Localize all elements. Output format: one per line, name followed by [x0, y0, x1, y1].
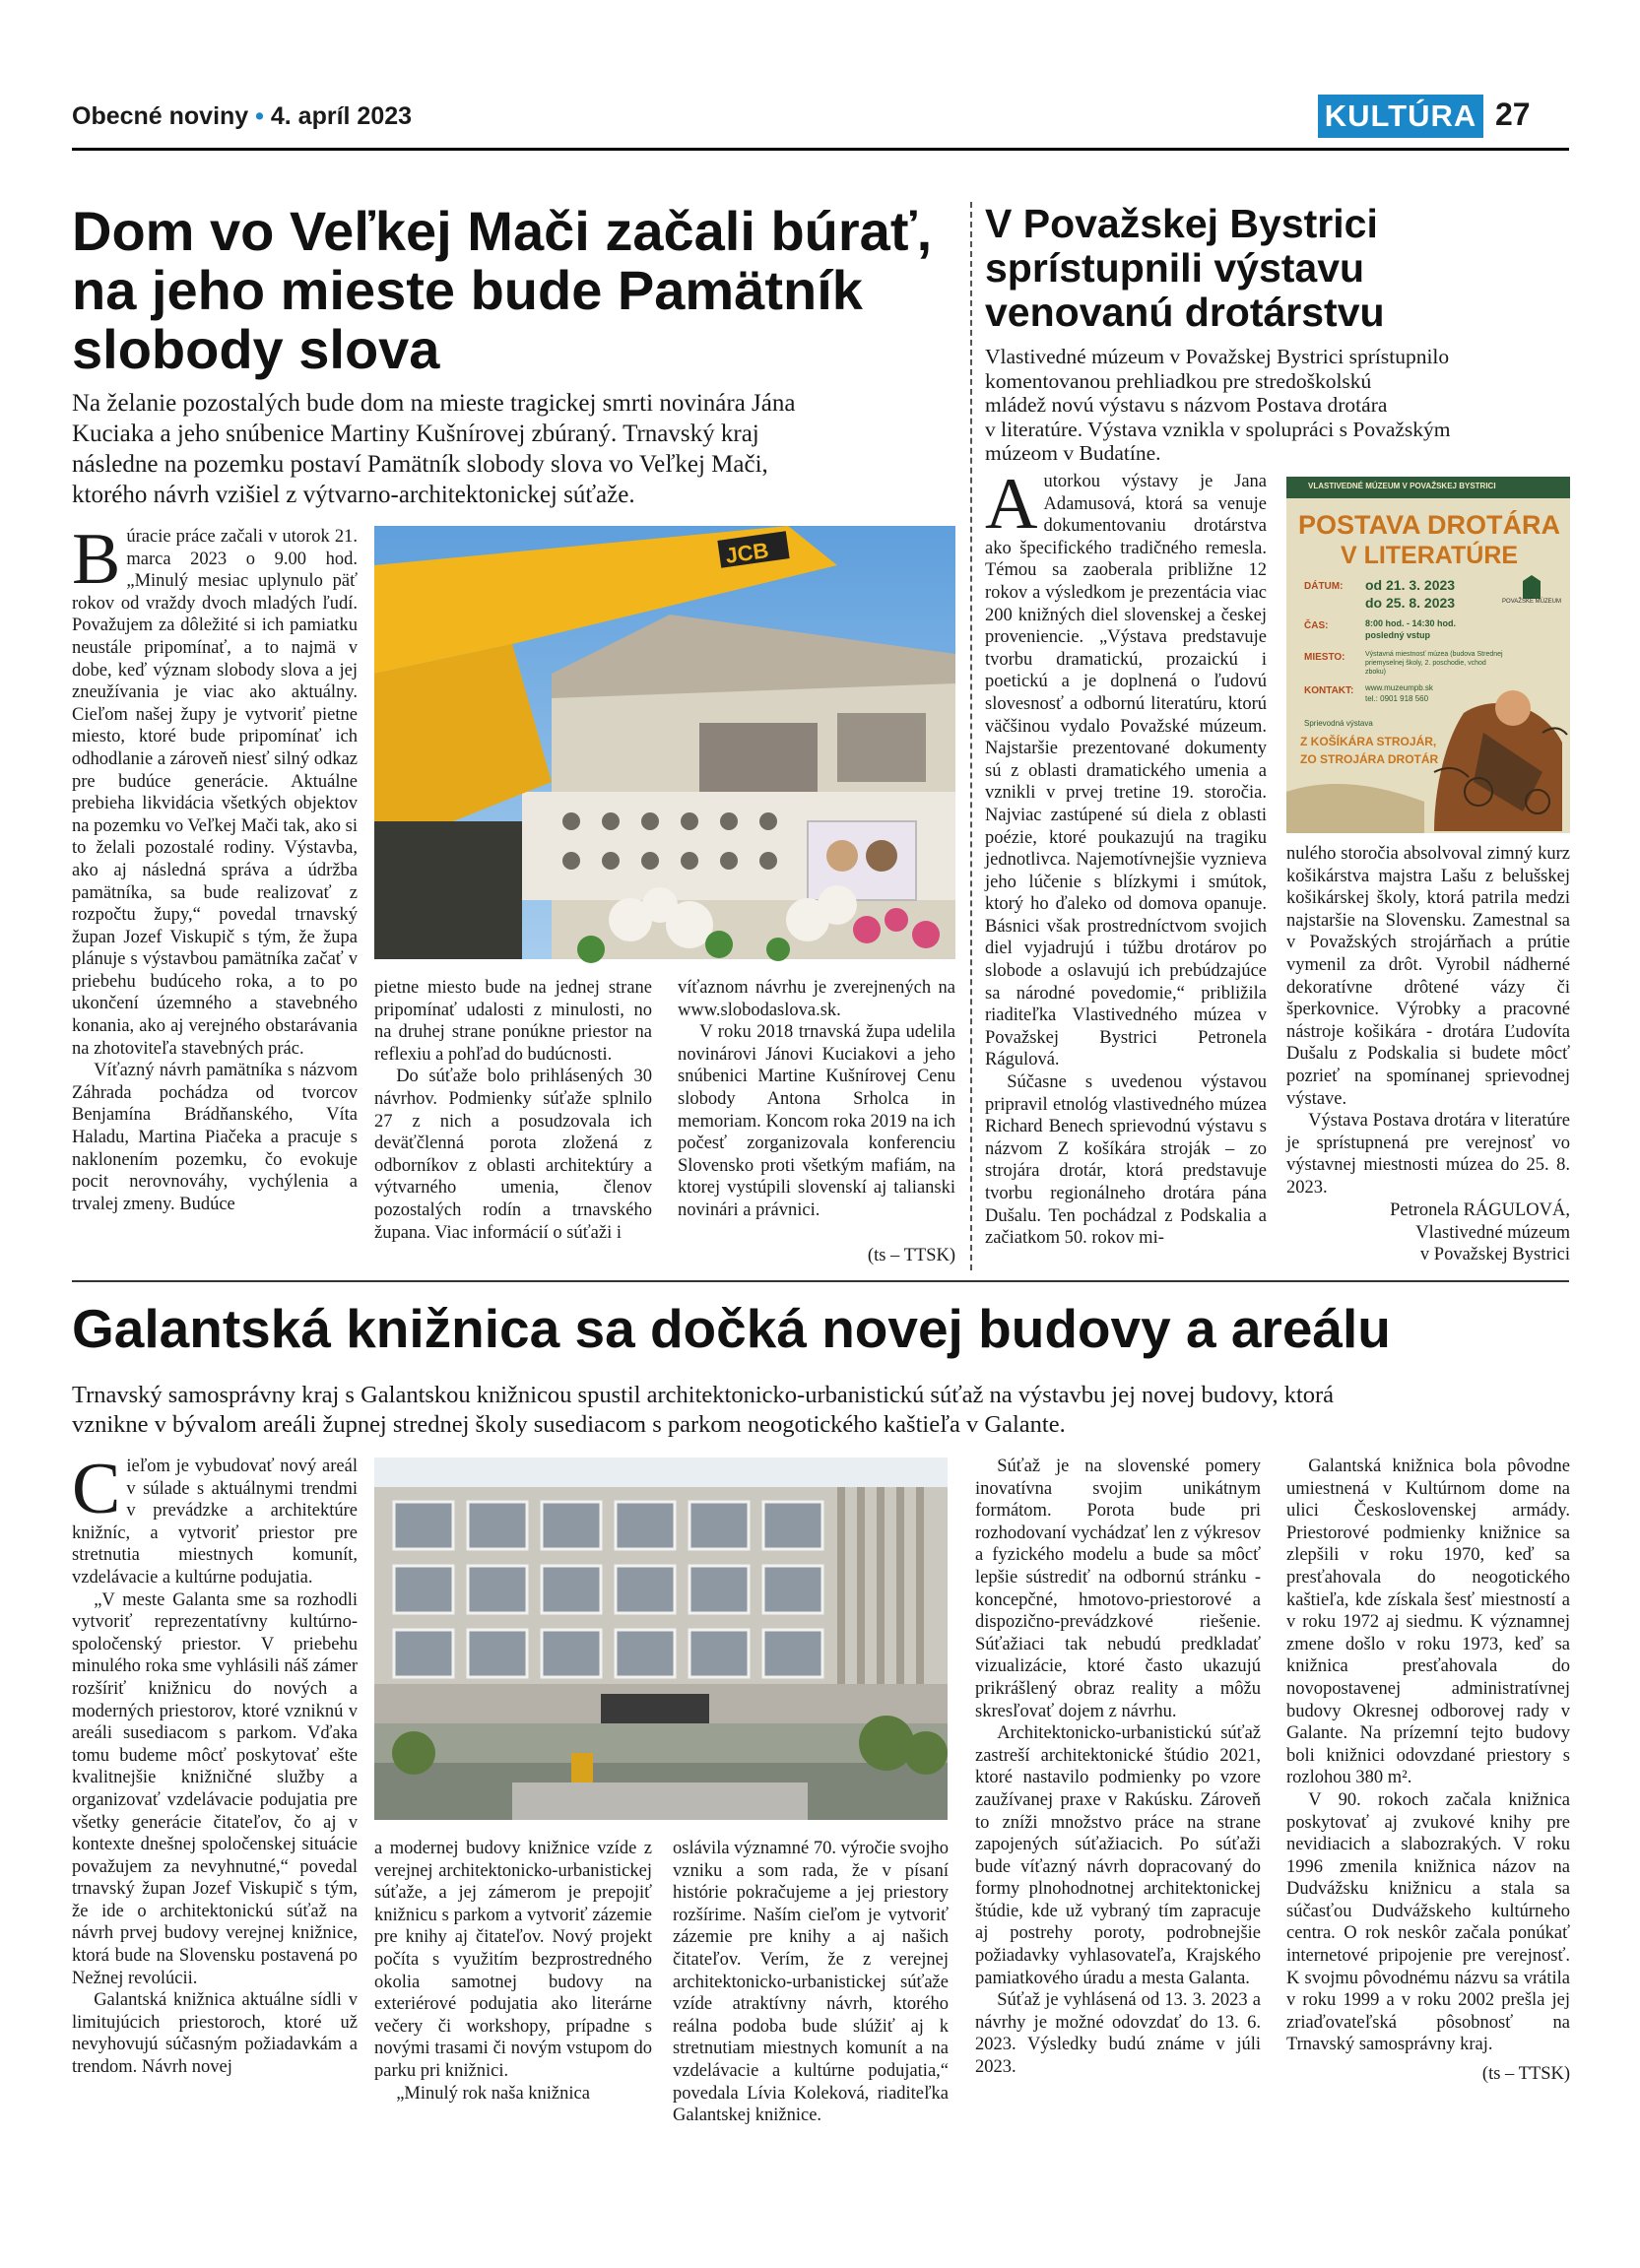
dropcap: C [72, 1449, 121, 1529]
dropcap: B [72, 519, 121, 600]
article3-column-1: Cieľom je vybudovať nový areál v súlade s aktuálnymi trendmi v prevádzke a architektúre knižníc, a vytvoriť priestor pre stretnutia miestnych komunít, vzdelávacie a kultúrne podujatia. „V meste Galanta sme sa rozhodli vytvoriť reprezentatívny kultúrno-spoločenský priestor. V priebehu minulého roka sme vyhlásili náš zámer rozšíriť knižnicu do nových a moderných priestorov, ktoré vzniknú v areáli susediacom s parkom. Vďaka tomu budeme môcť poskytovať ešte kvalitnejšie knižničné služby a organizovať vzdelávacie podujatia pre všetky generácie čitateľov, čo aj v kontexte dnešnej spoločenskej situácie považujem za nevyhnutné,“ povedal trnavský župan Jozef Viskupič s tým, že ide o architektonickú súťaž na návrh prvej budovy verejnej knižnice, ktorá bude na Slovensku postavená po Nežnej revolúcii. Galantská knižnica aktuálne sídli v limitujúcich priestoroch, ktoré už nevyhovujú súčasným požiadavkám a trendom. Návrh novej [72, 1449, 358, 2078]
poster-museum: VLASTIVEDNÉ MÚZEUM V POVAŽSKEJ BYSTRICI [1308, 482, 1496, 490]
section-divider [72, 1280, 1569, 1282]
demolition-photo [374, 526, 955, 959]
header-separator: • [255, 102, 264, 130]
exhibition-poster: VLASTIVEDNÉ MÚZEUM V POVAŽSKEJ BYSTRICI POSTAVA DROTÁRA V LITERATÚRE DÁTUM: od 21. 3. 2023 do 25. 8. 2023 POVAŽSKÉ MÚZEUM ČAS: 8:00 hod. - 14:30 hod. posledný vstup MIESTO: Výstavná miestnosť múzea (budova Strednej priemyselnej školy, 2. poschodie, vchod zboku) KONTAKT: www.muzeumpb.sk tel.: 0901 918 560 Sprievodná výstava Z KOŠÍKÁRA STROJÁR, ZO STROJÁRA DROTÁR [1286, 477, 1570, 833]
issue-date: 4. apríl 2023 [270, 102, 413, 130]
dropcap: A [985, 464, 1038, 545]
article2-column-1: Autorkou výstavy je Jana Adamusová, ktorá sa venuje dokumentovaniu drotárstva ako špecifického tradičného remesla. Témou sa zaoberala približne 12 rokov a výsledkom je prezentácia viac 200 knižných diel slovenskej a českej proveniencie. „Výstava predstavuje tvorbu dramatickú, prozaickú i poetickú a je doplnená o ľudovú slovesnosť a odbornú literatúru, ktorú väčšinou vydalo Považské múzeum. Najstaršie prezentované dokumenty sú z oblasti dramatického umenia a vznikli v prvej tretine 19. storočia. Najviac zastúpené sú diela z oblasti poézie, ktoré poukazujú na tragiku jednotlivca. Najemotívnejšie vyznieva jeho lúčenie s blízkymi i smútok, ktorý ho ďaleko od domova opanuje. Básnici však prostredníctvom svojich diel vyjadrujú i túžbu drotárov po slobode a oslavujú ich prebúdzajúce sa národné povedomie,“ približila riaditeľka Vlastivedného múzea v Považskej Bystrici Petronela Rágulová. Súčasne s uvedenou výstavou pripravil etnológ vlastivedného múzea Richard Benech sprievodnú výstavu s názvom Z košíkára stroják – zo strojára drotár, ktorá predstavuje tvorbu regionálneho drotára pána Dušalu. Ten pochádzal z Podskalia a začiatkom 50. rokov mi- [985, 464, 1267, 1249]
library-building-photo [374, 1458, 948, 1820]
article2-column-2: nulého storočia absolvoval zimný kurz košikárstva majstra Lašu z belušskej košikárskej školy, ktorá patrila medzi najstaršie na Slovensku. Zamestnal sa v Považských strojárňach a prútie vymenil za drôt. Vyrobil nádherné dekoratívne drôtené vázy či šperkovnice. Výrobky a pracovné nástroje košikára - drotára Ľudovíta Dušalu z Podskalia si budete môcť pozrieť na spomínanej sprievodnej výstave. Výstava Postava drotára v literatúre je sprístupnená pre verejnosť vo výstavnej miestnosti múzea do 25. 8. 2023. [1286, 844, 1570, 1198]
svg-text:JCB: JCB [723, 538, 770, 568]
article3-column-4: Súťaž je na slovenské pomery inovatívna svojim unikátnym formátom. Porota bude pri rozhodovaní vychádzať len z výkresov a fyzického modelu a bude sa môcť lepšie sústrediť na odbornú stránku - koncepčné, hmotovo-priestorové a dispozično-prevádzkové riešenie. Súťažiaci tak nebudú predkladať vizualizácie, ktoré často ukazujú prikrášlený obraz reality a môžu skresľovať dojem z návrhu. Architektonicko-urbanistickú súťaž zastreší architektonické štúdio 2021, ktoré nastavilo podmienky po vzore zaužívanej praxe v Rakúsku. Zároveň to zníži množstvo práce na strane zapojených súťažiacich. Po súťaži bude víťazný návrh dopracovaný do formy plnohodnotnej architektonickej štúdie, kde už vybraný tím zapracuje aj postrehy poroty, podrobnejšie požiadavky vyhlasovateľa, Krajského pamiatkového úradu a mesta Galanta. Súťaž je vyhlásená od 13. 3. 2023 a návrhy je možné odovzdať do 13. 6. 2023. Výsledky budú známe v júli 2023. [975, 1457, 1261, 2078]
article1-title: Dom vo Veľkej Mači začali búrať, na jeho mieste bude Pamätník slobody slova [72, 200, 933, 380]
article1-lead: Na želanie pozostalých bude dom na mieste tragickej smrti novinára Jána Kuciaka a jeho snúbenice Martiny Kušnírovej zbúraný. Trnavský kraj následne na pozemku postaví Pamätník slobody slova vo Veľkej Mači, ktorého návrh vzišiel z výtvarno-architektonickej súťaže. [72, 390, 796, 508]
running-header [72, 102, 412, 131]
poster-title-1: POSTAVA DROTÁRA [1298, 510, 1560, 540]
article3-column-2: a modernej budovy knižnice vzíde z verejnej architektonicko-urbanistickej súťaže, a jej zámerom je prepojiť knižnicu s parkom a vytvoriť zázemie pre knihy aj čitateľov. Nový projekt počíta s využitím bezprostredného okolia samotnej budovy na exteriérové podujatia ako literárne večery či workshopy, prípadne s novými trasami či novým vstupom do parku pri knižnici. „Minulý rok naša knižnica [374, 1839, 652, 2104]
poster-title-2: V LITERATÚRE [1340, 542, 1519, 569]
column-divider [970, 202, 972, 1270]
poster-illustration [1286, 477, 1570, 838]
section-label: KULTÚRA [1318, 95, 1483, 138]
article2-signature: Petronela RÁGULOVÁ, Vlastivedné múzeum v Považskej Bystrici [1390, 1200, 1570, 1265]
article1-column-1: Búracie práce začali v utorok 21. marca 2023 o 9.00 hod. „Minulý mesiac uplynulo päť rokov od vraždy dvoch mladých ľudí. Považujem za dôležité si ich pamiatku neustále pripomínať, a to najmä v dobe, keď význam slobody slova a jej zneužívania je viac ako aktuálny. Cieľom našej župy je vytvoriť pietne miesto, ktoré bude pripomínať ich odhodlanie a zároveň niesť silný odkaz pre budúce generácie. Aktuálne prebieha likvidácia všetkých objektov na pozemku vo Veľkej Mači tak, ako si to želali pozostalé rodiny. Výstavba, ako aj následná správa a údržba pamätníka, sa bude realizovať z rozpočtu župy,“ povedal trnavský župan Jozef Viskupič s tým, že župa plánuje s výstavbou pamätníka začať v priebehu budúceho roka, a to po ukončení územného a stavebného konania, ako aj verejného obstarávania na zhotoviteľa stavebných prác. Víťazný návrh pamätníka s názvom Záhrada pochádza od tvorcov Benjamína Brádňanského, Víta Haladu, Martina Piačeka a pracuje s naklonením pozemku, čo evokuje pocit nerovnováhy, vychýlenia a trvalej zmeny. Budúce [72, 519, 358, 1214]
article3-lead: Trnavský samosprávny kraj s Galantskou knižnicou spustil architektonicko-urbanistickú súťaž na výstavbu jej novej budovy, ktorá vznikne v bývalom areáli župnej strednej školy susediacom s parkom neogotického kaštieľa v Galante. [72, 1382, 1335, 1438]
article3-column-5: Galantská knižnica bola pôvodne umiestnená v Kultúrnom dome na ulici Československej armády. Priestorové podmienky knižnice sa zlepšili v roku 1970, keď sa presťahovala do neogotického kaštieľa, kde získala šesť miestností a v roku 1972 aj siedmu. K významnej zmene došlo v roku 1973, keď sa knižnica presťahovala do novopostavenej administratívnej budovy Okresnej odborovej rady v Galante. Na prízemní tejto budovy boli knižnici odovzdané priestory s rozlohou 380 m². V 90. rokoch začala knižnica poskytovať aj zvukové knihy pre nevidiacich a slabozrakých. V roku 1996 zmenila knižnica názov na Dudvážsku knižnicu a stala sa súčasťou Dudvážskeho kultúrneho centra. O rok neskôr začala ponúkať internetové pripojenie pre verejnosť. K svojmu pôvodnému názvu sa vrátila v roku 1999 a v roku 2002 prešla jej zriaďovateľská pôsobnosť na Trnavský samosprávny kraj. [1286, 1457, 1570, 2055]
article3-title: Galantská knižnica sa dočká novej budovy a areálu [72, 1298, 1391, 1359]
article3-signature: (ts – TTSK) [1481, 2064, 1570, 2084]
article2-title: V Považskej Bystrici sprístupnili výstavu venovanú drotárstvu [985, 201, 1385, 335]
article3-column-3: oslávila významné 70. výročie svojho vzniku a som rada, že v písaní histórie pokračujeme a jej priestory rozšírime. Naším cieľom je vytvoriť zázemie pre knihy a aj našich čitateľov. Verím, že z verejnej architektonicko-urbanistickej súťaže vzíde atraktívny návrh, ktorého reálna podoba bude slúžiť aj k stretnutiam miestnych komunít a na vzdelávacie a kultúrne podujatia,“ povedala Lívia Koleková, riaditeľka Galantskej knižnice. [673, 1839, 950, 2126]
article2-lead: Vlastivedné múzeum v Považskej Bystrici sprístupnilo komentovanou prehliadkou pre stredoškolskú mládež novú výstavu s názvom Postava drotára v literatúre. Výstava vznikla v spolupráci s Považským múzeom v Budatíne. [985, 345, 1451, 466]
article1-column-2: pietne miesto bude na jednej strane pripomínať udalosti z minulosti, no na druhej strane ponúkne priestor na reflexiu a pohľad do budúcnosti. Do súťaže bolo prihlásených 30 návrhov. Podmienky súťaže splnilo 27 z nich a posudzovala ich deväťčlenná porota zložená z odborníkov z oblasti architektúry a výtvarného umenia, členov pozostalých rodín a trnavského župana. Viac informácií o súťaži i [374, 978, 652, 1243]
article1-column-3: víťaznom návrhu je zverejnených na www.slobodaslova.sk. V roku 2018 trnavská župa udelila novinárovi Jánovi Kuciakovi a jeho snúbenici Martine Kušnírovej Cenu slobody Antona Srholca in memoriam. Koncom roka 2019 na ich počesť zorganizovala konferenciu Slovensko proti všetkým mafiám, na ktorej vystúpili slovenskí aj talianski novinári a právnici. [678, 978, 955, 1220]
header-rule [72, 148, 1569, 151]
library-building-illustration [374, 1458, 948, 1820]
page-number: 27 [1495, 97, 1531, 132]
excavator-house-illustration [374, 526, 955, 959]
article1-signature: (ts – TTSK) [867, 1246, 955, 1265]
paper-name: Obecné noviny [72, 102, 249, 130]
